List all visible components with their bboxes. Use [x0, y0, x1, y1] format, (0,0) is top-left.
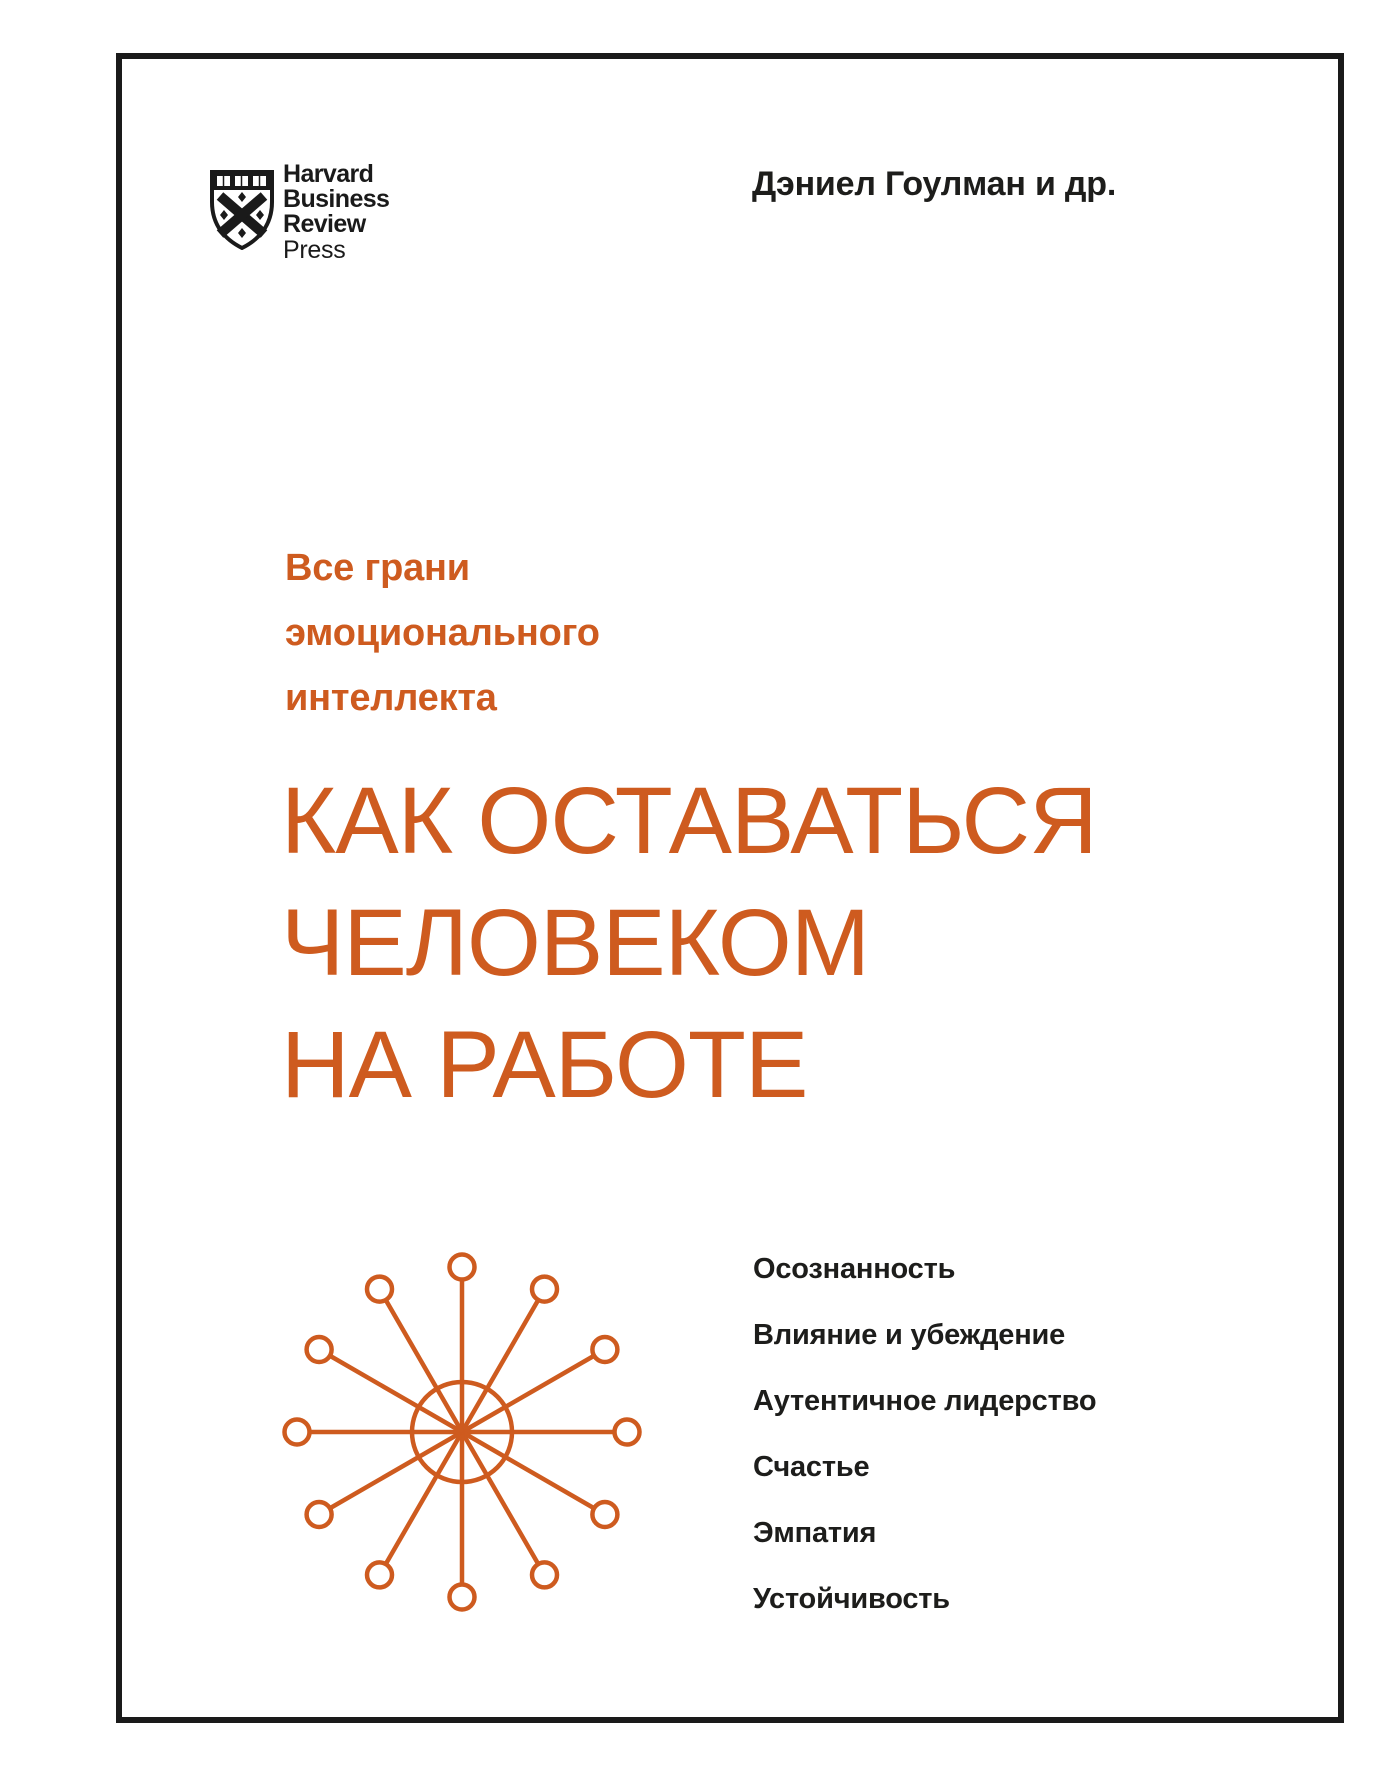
- title-line: ЧЕЛОВЕКОМ: [281, 890, 869, 996]
- diagram-spokes: [297, 1267, 627, 1597]
- topic-item: Влияние и убеждение: [753, 1319, 1066, 1351]
- series-line: Все грани: [285, 547, 470, 589]
- author-byline: Дэниел Гоулман и др.: [752, 165, 1117, 203]
- publisher-press-label: Press: [283, 236, 346, 264]
- radial-network-diagram-icon: [280, 1240, 644, 1624]
- hbs-shield-icon: [210, 170, 274, 250]
- topic-item: Счастье: [753, 1451, 870, 1483]
- topic-item: Устойчивость: [753, 1583, 950, 1615]
- publisher-name-line: Business: [283, 185, 390, 213]
- title-line: НА РАБОТЕ: [281, 1012, 808, 1118]
- topics-list: [753, 1252, 1096, 1648]
- publisher-logo: [210, 162, 389, 264]
- topic-item: Аутентичное лидерство: [753, 1385, 1097, 1417]
- series-line: эмоционального: [285, 612, 600, 654]
- publisher-name-line: Harvard: [283, 160, 374, 188]
- book-title: [281, 760, 1097, 1126]
- series-subtitle: [285, 536, 600, 731]
- title-line: КАК ОСТАВАТЬСЯ: [281, 768, 1097, 874]
- publisher-logo-text: [283, 162, 389, 264]
- topic-item: Осознанность: [753, 1253, 956, 1285]
- publisher-name-line: Review: [283, 210, 366, 238]
- cover-frame: [116, 53, 1344, 1723]
- series-line: интеллекта: [285, 677, 497, 719]
- topic-item: Эмпатия: [753, 1517, 877, 1549]
